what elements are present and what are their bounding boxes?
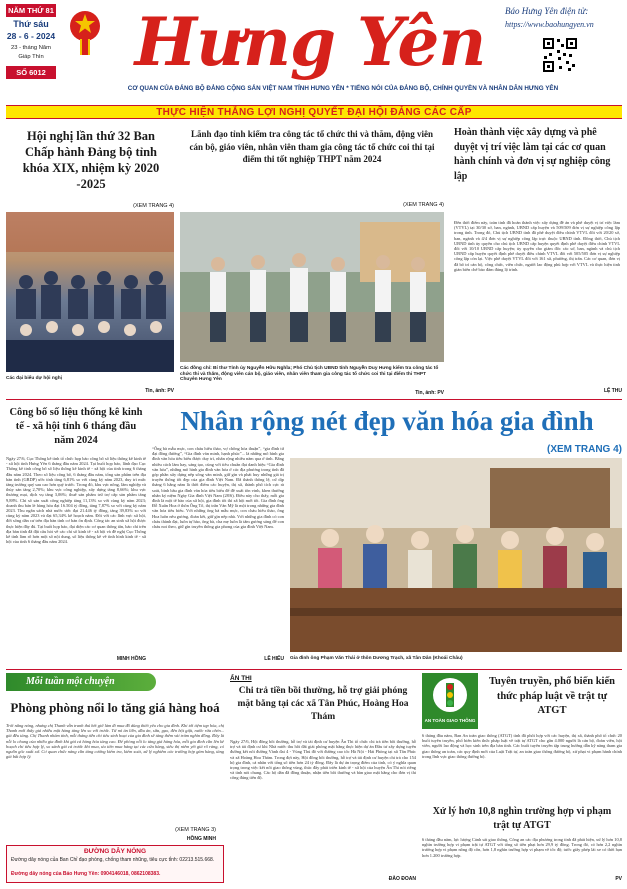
qr-code-icon [541,36,579,74]
culture-caption: Gia đình ông Phạm Văn Thái ở thôn Dương Trạch, xã Tân Dân (Khoái Châu) [290,656,463,661]
story-section-text: Mỗi tuần một chuyện [26,676,115,687]
traffic-body2: 6 tháng đầu năm, lực lượng Cảnh sát giao thông, Công an các địa phương trong tỉnh đã phát hiện, xử lý hơn 10,8 nghìn trường hợp vi phạm trật tự ATGT với tổng số tiền phạt hơn 29,9 tỷ đồng. Trong đó, có hơn 2,2 nghìn trường hợp vi phạm nồng độ cồn, hơn 1,8 nghìn trường hợp vi phạm về tốc độ; tước giấy phép lái xe có thời hạn hơn 1.200 trường hợp. [422,837,622,858]
story-see-page[interactable]: (XEM TRANG 3) [175,827,216,833]
lunar-year: Giáp Thìn [18,54,44,60]
lunar-date: 23 - tháng Năm [11,45,51,51]
masthead [0,0,627,104]
exam-photo [180,212,444,362]
exam-credit: Tin, ảnh: PV [415,390,444,396]
stats-article [6,404,146,666]
culture-author: LÊ HIẾU [264,656,284,662]
masthead-subtitle: CƠ QUAN CỦA ĐẢNG BỘ ĐẢNG CỘNG SẢN VIỆT NAM TỈNH HƯNG YÊN * TIẾNG NÓI CỦA ĐẢNG BỘ, CHÍNH QUYỀN VÀ NHÂN DÂN HƯNG YÊN [127,85,559,92]
culture-photo [290,458,622,652]
culture-title: Nhân rộng nét đẹp văn hóa gia đình [180,406,594,436]
banner-text: THỰC HIỆN THẮNG LỢI NGHỊ QUYẾT ĐẠI HỘI ĐẢNG CÁC CẤP [156,107,472,118]
admin-body: Đến thời điểm này, toàn tỉnh đã hoàn thành việc xây dựng đề án và phê duyệt vị trí việc làm (VTVL) tại 30/30 sở, ban, ngành, UBND cấp huyện và 509/509 đơn vị sự nghiệp công lập trong tỉnh. Trong đó, Chủ tịch UBND tỉnh đã phê duyệt điều chỉnh VTVL đối với 20/20 sở, ban, ngành và 4/4 đơn vị sự nghiệp công lập trực thuộc UBND tỉnh. Đồng thời, Chủ tịch UBND tỉnh ủy quyền cho chủ tịch UBND cấp huyện quyết định phê duyệt điều chỉnh VTVL đối với 10/10 UBND cấp huyện; ủy quyền cho giám đốc các sở, ban, ngành và chủ tịch UBND cấp huyện quyết định phê duyệt điều chỉnh VTVL đối với 505/505 đơn vị sự nghiệp công lập còn lại. Việc phê duyệt VTVL đối với 161 xã, phường, thị trấn. Các cơ quan, đơn vị đã bố trí cán bộ, công chức, viên chức, người lao động phù hợp với VTVL và thực hiện tinh giản biên chế bảo đảm đúng lộ trình. [454,220,620,272]
weekday: Thứ sáu [13,19,49,29]
section-divider [6,399,622,400]
newspaper-title: Hưng Yên [134,3,486,81]
compensation-author: ĐÀO ĐOAN [388,876,416,882]
admin-article [452,124,622,396]
compensation-tag: ẨN THI [230,675,252,682]
hotline-line2: Đường dây nóng của Báo Hưng Yên: 0904146018, 0862108383. [11,871,161,877]
compensation-title: Chi trả tiền bồi thường, hỗ trợ giải phóng mặt bằng tại các xã Tân Phúc, Hoàng Hoa Thám [237,686,409,722]
story-title: Phòng phòng nổi lo tăng giá hàng hoá [10,700,220,715]
conference-photo [6,212,174,372]
traffic-article [422,673,622,885]
conference-credit: Tin, ảnh: PV [145,388,174,394]
traffic-logo-label: AN TOÀN GIAO THÔNG [424,718,476,723]
banner-strip [6,105,622,119]
traffic-subtitle: Xử lý hơn 10,8 nghìn trường hợp vi phạm trật tự ATGT [432,806,612,831]
stats-author: MINH HỒNG [116,656,146,662]
hotline-line1: Đường dây nóng của Ban Chỉ đạo phòng, chống tham nhũng, tiêu cực tỉnh: 02213.515.668. [11,857,215,863]
story-body: Trời nắng nóng, nhưng chị Thanh vẫn tranh thủ hết giờ làm đi mua đồ dùng thiết yếu cho gia đình. Khi tới tiệm tạp hóa, chị Thanh mới thấy giá nhiều mặt hàng tăng lên so với trước. Từ mì ăn liền, dầu ăn, sữa, gạo, đến bột giặt, nước rửa chén... giá đều tăng. Chị Thanh nhẩm tính, mỗi tháng tiền chi tiêu sinh hoạt của gia đình sẽ tăng thêm vài trăm nghìn đồng. Đây là nỗi lo chung của nhiều gia đình khi giá cả hàng hóa tăng cao. Để phòng nỗi lo tăng giá hàng hóa, mỗi gia đình cần lên kế hoạch chi tiêu hợp lý, so sánh giá cả trước khi mua, ưu tiên mua hàng tại các cửa hàng, siêu thị niêm yết giá rõ ràng, có nguồn gốc xuất xứ. Cơ quan chức năng cần tăng cường kiểm tra, kiểm soát, xử lý nghiêm các trường hợp găm hàng, tăng giá bất hợp lý. [6,723,224,760]
story-article [6,673,224,885]
section-divider-2 [6,669,622,670]
conference-caption: Các đại biểu dự hội nghị [6,376,62,381]
traffic-title: Tuyên truyền, phổ biến kiến thức pháp luật về trật tự ATGT [489,676,615,716]
issue-date: 28 - 6 - 2024 [6,31,56,41]
website-link[interactable]: https://www.baohungyen.vn [505,20,594,29]
stats-title: Công bố số liệu thống kê kinh tế - xã hội tỉnh 6 tháng đầu năm 2024 [9,407,143,446]
online-label: Báo Hưng Yên điện tử: [505,6,589,16]
culture-see-page[interactable]: (XEM TRANG 4) [547,444,622,455]
party-emblem-icon [66,6,104,56]
hotline-box [6,845,224,883]
traffic-body: 6 tháng đầu năm, Ban An toàn giao thông (ATGT) tỉnh đã phối hợp với các huyện, thị xã, thành phố tổ chức 20 buổi tuyên truyền, phổ biến kiến thức pháp luật về trật tự ATGT cho gần 4.000 người là cán bộ, đoàn viên, hội viên, người lao động và học sinh trên địa bàn tỉnh. Các buổi tuyên truyền tập trung hướng dẫn kỹ năng tham gia giao thông an toàn, các quy định mới của Luật Trật tự, an toàn giao thông đường bộ, xử phạt vi phạm hành chính trong lĩnh vực giao thông đường bộ. [422,733,622,759]
stats-body: Ngày 27/6, Cục Thống kê tỉnh tổ chức họp báo công bố số liệu thống kê kinh tế - xã hội tỉnh Hưng Yên 6 tháng đầu năm 2024. Tại buổi họp báo, lãnh đạo Cục Thống kê tỉnh công bố số liệu thống kê kinh tế - xã hội của tỉnh trong 6 tháng đầu năm 2024. Theo số liệu công bố, 6 tháng đầu năm, tổng sản phẩm trên địa bàn tỉnh (GRDP) ước tính tăng 6,81% so với cùng kỳ năm 2023, duy trì mức tăng trưởng quý sau cao hơn quý trước. Trong đó, khu vực nông, lâm nghiệp và thủy sản tăng 2,70%; khu vực công nghiệp, xây dựng tăng 8,66%; khu vực thương mại, dịch vụ tăng 3,06%; thuế sản phẩm trừ trợ cấp sản phẩm tăng 9,88%. Chỉ số sản xuất công nghiệp tăng 11,13% so với cùng kỳ năm 2023; doanh thu bán lẻ hàng hóa đạt 16.504 tỷ đồng, tăng 7,87% so với cùng kỳ năm 2023. Thu ngân sách nhà nước ước đạt 21.446 tỷ đồng, tăng 39,83% so với cùng kỳ năm 2023 và đạt 65,34% kế hoạch năm. Đối với các lĩnh vực xã hội, đời sống dân cư trên địa bàn tỉnh cơ bản ổn định. Công tác an sinh xã hội được thực hiện đầy đủ. Tại buổi họp báo, đại diện các cơ quan thông tấn, báo chí trên địa bàn tỉnh đã đặt câu hỏi về các chỉ số kinh tế - xã hội và đề nghị Cục Thống kê tỉnh làm rõ hơn một số nội dung, số liệu thống kê về tình hình kinh tế - xã hội của tỉnh 6 tháng đầu năm 2024. [6,456,146,545]
traffic-logo [422,673,478,729]
exam-caption: Các đồng chí: Bí thư Tỉnh ủy Nguyễn Hữu Nghĩa; Phó Chủ tịch UBND tỉnh Nguyễn Duy Hưng kiểm tra công tác tổ chức thi và thăm, động viên cán bộ, giáo viên, nhân viên tham gia công tác tổ chức coi thi tại điểm thi THPT Chuyên Hưng Yên [180,366,439,383]
conference-title: Hội nghị lần thứ 32 Ban Chấp hành Đảng bộ tỉnh khóa XIX, nhiệm kỳ 2020 -2025 [22,129,160,191]
compensation-body: Ngày 27/6, Hội đồng bồi thường, hỗ trợ và tái định cư huyện Ân Thi tổ chức chi trả tiền bồi thường, hỗ trợ và tái định cư khi Nhà nước thu hồi đất giải phóng mặt bằng thực hiện dự án Đầu tư xây dựng tuyến đường kết nối đường Vành đai 4 - Vùng Thủ đô với đường cao tốc Hà Nội - Hải Phòng tại xã Tân Phúc và xã Hoàng Hoa Thám. Trong đợt này, Hội đồng bồi thường, hỗ trợ và tái định cư huyện chi trả cho 154 hộ gia đình, cá nhân với tổng số tiền hơn 24 tỷ đồng. Đây là dự án trọng điểm của tỉnh, có ý nghĩa quan trọng trong việc kết nối giao thông vùng, thúc đẩy phát triển kinh tế - xã hội của huyện Ân Thi nói riêng và tỉnh nói chung. Các hộ dân đã đồng thuận, nhận tiền bồi thường và bàn giao mặt bằng cho đơn vị thi công đúng tiến độ. [230,739,416,781]
year-label: NĂM THỨ 81 [6,4,56,17]
story-section-label [6,673,156,691]
culture-article [152,404,622,666]
traffic-author: PV [615,876,622,882]
exam-title: Lãnh đạo tỉnh kiểm tra công tác tổ chức thi và thăm, động viên cán bộ, giáo viên, nhân viên tham gia công tác tổ chức coi thi tại điểm thi tốt nghiệp THPT năm 2024 [189,129,435,164]
compensation-article [230,673,416,885]
admin-author: LỆ THU [603,388,622,394]
exam-see-page[interactable]: (XEM TRANG 4) [403,202,444,208]
hotline-title: ĐƯỜNG DÂY NÓNG [83,848,147,855]
conference-article [6,124,174,396]
culture-body: “Ông bà mẫu mực, con cháu hiếu thảo, vợ chồng hòa thuận”, “gia đình tứ đại đồng đường”, “Gia đình văn minh, hạnh phúc”... là những mô hình gia đình văn hóa tiêu biểu được duy trì, nhân rộng nhiều năm qua ở tỉnh. Bằng nhiều cách làm hay, sáng tạo, cùng với tiêu chuẩn đạt danh hiệu “Gia đình văn hóa”, những mô hình gia đình văn hóa ở các địa phương trong tỉnh đã góp phần xây dựng nếp sống văn minh, giữ gìn và phát huy những giá trị truyền thống tốt đẹp của gia đình Việt Nam. Đã thành thông lệ, cứ dịp tháng 6 hằng năm là thời điểm các huyện, thị xã, thành phố tích cực rà soát, bình bầu gia đình văn hóa tiêu biểu để đề xuất tôn vinh, khen thưởng nhân kỷ niệm Ngày Gia đình Việt Nam (28/6). Điều này cho thấy, mỗi gia đình là một tế bào của xã hội, gia đình tốt thì xã hội mới tốt. Gia đình ông Đỗ Xuân Hoa ở thôn Ông Tố, thị trấn Văn Mỹ là một trong những gia đình văn hóa tiêu biểu. Với những ông bà mẫu mực, con cháu hiếu thảo, ông Hoa luôn nêu gương, đoàn kết, giữ gìn nếp nhà. Với những gia đình có con cháu thành đạt, luôn tự hào, ông bà, cha mẹ luôn là tấm gương sáng để con cháu noi theo, giữ gìn truyền thống gia phong của gia đình Việt Nam. [152,446,284,530]
story-author: HỒNG MINH [186,836,216,842]
issue-number: SỐ 6012 [6,66,56,79]
issue-info-box [6,4,56,97]
exam-article [180,124,444,396]
conference-see-page[interactable]: (XEM TRANG 4) [133,203,174,209]
admin-title: Hoàn thành việc xây dựng và phê duyệt vị trí việc làm tại các cơ quan hành chính và đơn vị sự nghiệp công lập [454,127,611,182]
